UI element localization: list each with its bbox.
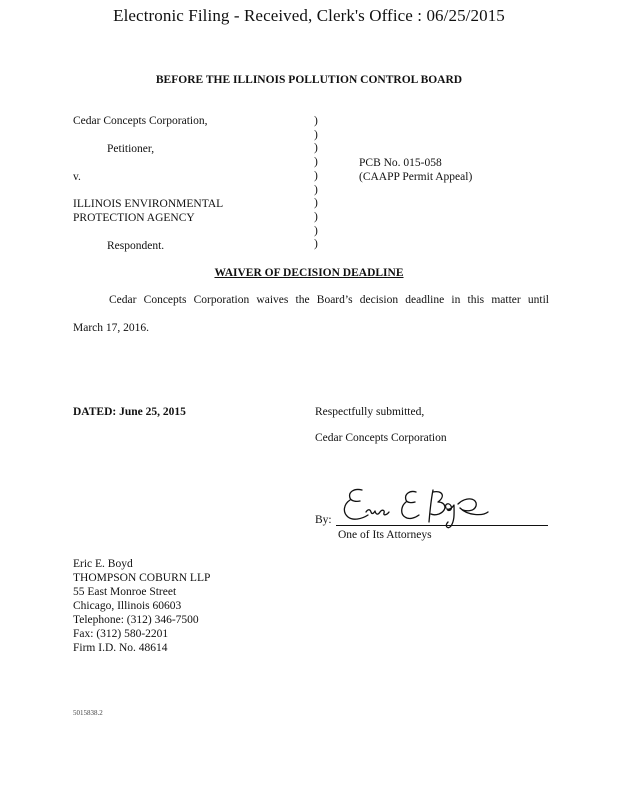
respondent-name-line1: ILLINOIS ENVIRONMENTAL (73, 198, 224, 210)
petitioner-role: Petitioner, (107, 143, 155, 155)
attorneys-caption: One of Its Attorneys (338, 529, 432, 541)
case-number: PCB No. 015-058 (359, 157, 442, 169)
fax: Fax: (312) 580-2201 (73, 628, 169, 640)
case-type: (CAAPP Permit Appeal) (359, 171, 473, 183)
telephone: Telephone: (312) 346-7500 (73, 614, 199, 626)
waiver-body-line2: March 17, 2016. (73, 322, 150, 334)
waiver-title: WAIVER OF DECISION DEADLINE (214, 267, 404, 279)
waiver-body-line1: Cedar Concepts Corporation waives the Board’s decision deadline in this matter until (109, 294, 549, 306)
signature-line (336, 525, 548, 526)
by-label: By: (315, 514, 332, 526)
submitting-company: Cedar Concepts Corporation (315, 432, 447, 444)
versus-label: v. (73, 171, 81, 183)
document-code: 5015838.2 (73, 709, 103, 717)
caption-parentheses: ) ) ) ) ) ) ) ) ) ) (314, 115, 318, 251)
dated-line: DATED: June 25, 2015 (73, 406, 186, 418)
city-state-zip: Chicago, Illinois 60603 (73, 600, 182, 612)
firm-id: Firm I.D. No. 48614 (73, 642, 168, 654)
petitioner-name: Cedar Concepts Corporation, (73, 115, 208, 127)
board-title: BEFORE THE ILLINOIS POLLUTION CONTROL BOARD (155, 74, 463, 86)
street-address: 55 East Monroe Street (73, 586, 177, 598)
respectfully-submitted: Respectfully submitted, (315, 406, 425, 418)
attorney-name: Eric E. Boyd (73, 558, 133, 570)
respondent-name-line2: PROTECTION AGENCY (73, 212, 195, 224)
law-firm: THOMPSON COBURN LLP (73, 572, 211, 584)
electronic-filing-header: Electronic Filing - Received, Clerk's Office : 06/25/2015 (113, 6, 505, 25)
attorney-block (73, 557, 210, 655)
respondent-role: Respondent. (107, 240, 165, 252)
